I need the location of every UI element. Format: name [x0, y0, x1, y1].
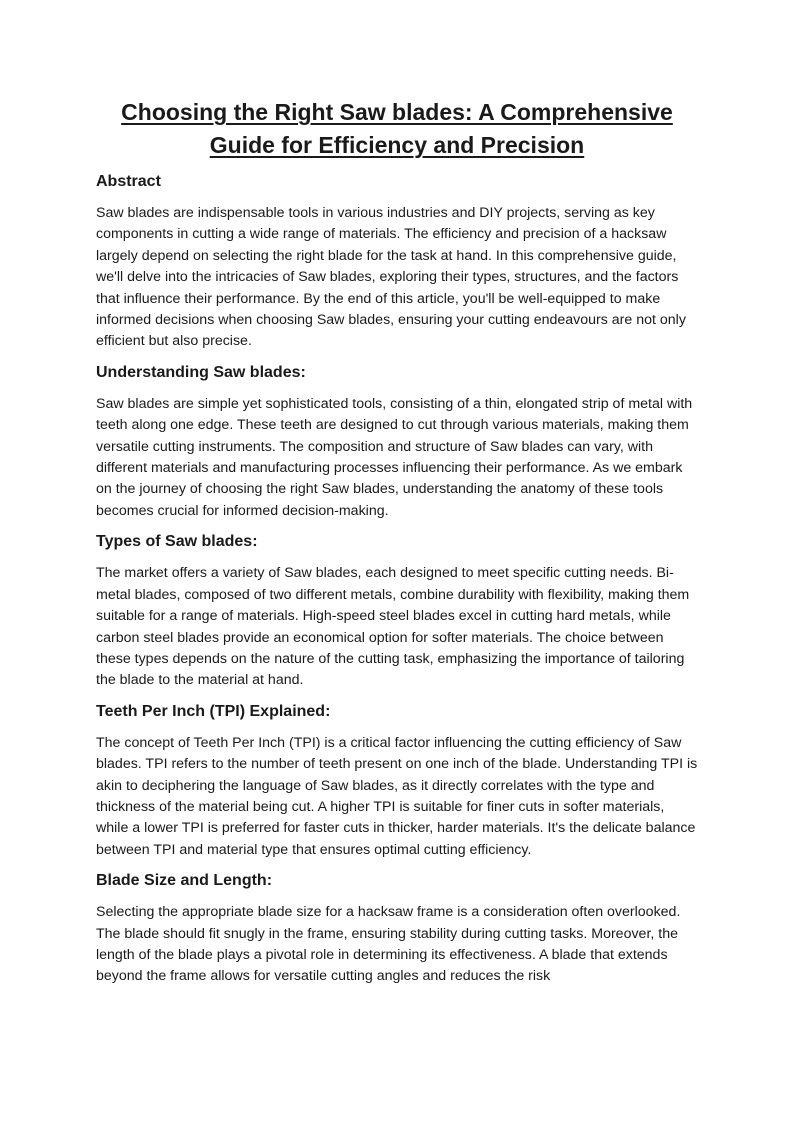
section-heading-teeth-per-inch: Teeth Per Inch (TPI) Explained:	[96, 702, 331, 720]
section-heading-abstract: Abstract	[96, 173, 161, 190]
section-blade-size-and-length	[96, 870, 698, 988]
section-understanding-saw-blades	[96, 362, 698, 522]
section-abstract	[96, 171, 698, 353]
section-types-of-saw-blades	[96, 531, 698, 691]
document-page	[96, 96, 698, 988]
section-heading-types-of-saw-blades: Types of Saw blades:	[96, 533, 258, 551]
paragraph-types-of-saw-blades: The market offers a variety of Saw blades, each designed to meet specific cutting needs. Bi-metal blades, composed of two different metals, combine durability with flexibility, making them suitable for a range of materials. High-speed steel blades excel in cutting hard metals, while carbon steel blades provide an economical option for softer materials. The choice between these types depends on the nature of the cutting task, emphasizing the importance of tailoring the blade to the material at hand.	[96, 565, 690, 689]
section-heading-blade-size-and-length: Blade Size and Length:	[96, 872, 273, 890]
paragraph-teeth-per-inch: The concept of Teeth Per Inch (TPI) is a critical factor influencing the cutting efficiency of Saw blades. TPI refers to the number of teeth present on one inch of the blade. Understanding TPI is akin to deciphering the language of Saw blades, as it directly correlates with the type and thickness of the material being cut. A higher TPI is suitable for finer cuts in softer materials, while a lower TPI is preferred for faster cuts in thicker, harder materials. It's the delicate balance between TPI and material type that ensures optimal cutting efficiency.	[96, 734, 698, 858]
section-teeth-per-inch	[96, 701, 698, 861]
section-heading-understanding-saw-blades: Understanding Saw blades:	[96, 363, 306, 381]
document-title: Choosing the Right Saw blades: A Comprehensive Guide for Efficiency and Precision	[121, 99, 673, 158]
paragraph-blade-size-and-length: Selecting the appropriate blade size for a hacksaw frame is a consideration often overlooked. The blade should fit snugly in the frame, ensuring stability during cutting tasks. Moreover, the length of the blade plays a pivotal role in determining its effectiveness. A blade that extends beyond the frame allows for versatile cutting angles and reduces the risk	[96, 904, 681, 985]
paragraph-understanding-saw-blades: Saw blades are simple yet sophisticated tools, consisting of a thin, elongated strip of metal with teeth along one edge. These teeth are designed to cut through various materials, making them versatile cutting instruments. The composition and structure of Saw blades can vary, with different materials and manufacturing processes influencing their performance. As we embark on the journey of choosing the right Saw blades, understanding the anatomy of these tools becomes crucial for informed decision-making.	[96, 395, 693, 519]
paragraph-abstract: Saw blades are indispensable tools in various industries and DIY projects, serving as key components in cutting a wide range of materials. The efficiency and precision of a hacksaw largely depend on selecting the right blade for the task at hand. In this comprehensive guide, we'll delve into the intricacies of Saw blades, exploring their types, structures, and the factors that influence their performance. By the end of this article, you'll be well-equipped to make informed decisions when choosing Saw blades, ensuring your cutting endeavours are not only efficient but also precise.	[96, 205, 686, 350]
